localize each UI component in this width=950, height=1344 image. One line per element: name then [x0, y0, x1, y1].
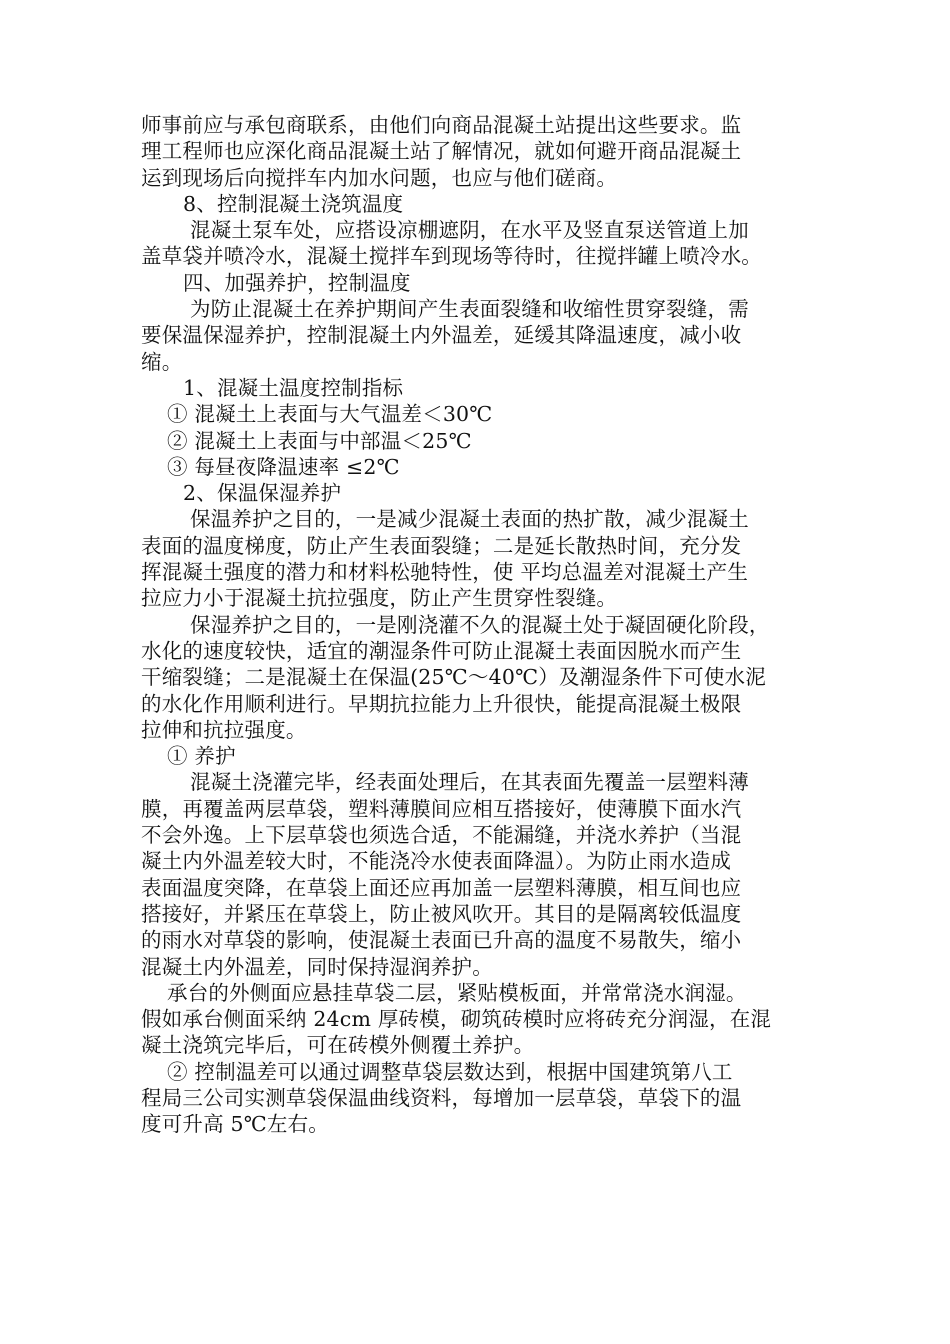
- numbered-item: [141, 428, 813, 454]
- paragraph: [141, 506, 813, 611]
- text-line: 拉伸和抗拉强度。: [141, 717, 307, 742]
- text-line: 2、保温保湿养护: [183, 481, 342, 506]
- text-line: 不会外逸。上下层草袋也须选合适，不能漏缝，并浇水养护（当混: [141, 823, 742, 848]
- text-line: 的水化作用顺利进行。早期抗拉能力上升很快，能提高混凝土极限: [141, 691, 742, 716]
- text-line: 的雨水对草袋的影响，使混凝土表面已升高的温度不易散失，缩小: [141, 928, 742, 953]
- text-line: 程局三公司实测草袋保温曲线资料，每增加一层草袋，草袋下的温: [141, 1085, 742, 1110]
- text-line: 表面的温度梯度，防止产生表面裂缝；二是延长散热时间，充分发: [141, 533, 742, 558]
- text-line: 保温养护之目的，一是减少混凝土表面的热扩散，减少混凝土: [190, 507, 749, 532]
- text-line: 要保温保湿养护，控制混凝土内外温差，延缓其降温速度，减小收: [141, 323, 742, 348]
- text-line: 水化的速度较快，适宜的潮湿条件可防止混凝土表面因脱水而产生: [141, 638, 742, 663]
- text-line: 8、控制混凝土浇筑温度: [183, 191, 404, 216]
- text-line: ② 混凝土上表面与中部温＜25℃: [167, 428, 472, 453]
- text-line: ① 混凝土上表面与大气温差＜30℃: [167, 402, 493, 427]
- text-line: 拉应力小于混凝土抗拉强度，防止产生贯穿性裂缝。: [141, 586, 618, 611]
- document-page: [141, 112, 813, 1138]
- paragraph: [141, 769, 813, 979]
- text-line: 度可升高 5℃左右。: [141, 1112, 329, 1137]
- text-line: 混凝土泵车处，应搭设凉棚遮阴，在水平及竖直泵送管道上加: [190, 218, 749, 243]
- paragraph: [141, 112, 813, 191]
- section-heading: [141, 375, 813, 401]
- text-line: 理工程师也应深化商品混凝土站了解情况，就如何避开商品混凝土: [141, 139, 742, 164]
- text-line: ③ 每昼夜降温速率 ≤2℃: [167, 454, 400, 479]
- text-line: 师事前应与承包商联系，由他们向商品混凝土站提出这些要求。监: [141, 113, 742, 137]
- text-line: 膜，再覆盖两层草袋，塑料薄膜间应相互搭接好，使薄膜下面水汽: [141, 796, 742, 821]
- text-line: 挥混凝土强度的潜力和材料松驰特性，使 平均总温差对混凝土产生: [141, 560, 749, 585]
- text-line: 凝土浇筑完毕后，可在砖模外侧覆土养护。: [141, 1033, 535, 1058]
- text-line: 为防止混凝土在养护期间产生表面裂缝和收缩性贯穿裂缝，需: [190, 297, 749, 322]
- text-line: 盖草袋并喷冷水，混凝土搅拌车到现场等待时，往搅拌罐上喷冷水。: [141, 244, 762, 269]
- text-line: 假如承台侧面采纳 24cm 厚砖模，砌筑砖模时应将砖充分润湿，在混: [141, 1007, 772, 1032]
- text-line: 保湿养护之目的，一是刚浇灌不久的混凝土处于凝固硬化阶段，: [190, 612, 770, 637]
- section-heading: [141, 191, 813, 217]
- paragraph: [141, 612, 813, 743]
- paragraph: [141, 1059, 813, 1138]
- text-line: 搭接好，并紧压在草袋上，防止被风吹开。其目的是隔离较低温度: [141, 901, 742, 926]
- text-line: 凝土内外温差较大时，不能浇冷水使表面降温）。为防止雨水造成: [141, 849, 732, 874]
- section-heading: [141, 270, 813, 296]
- text-line: ① 养护: [167, 744, 236, 769]
- text-line: 四、加强养护，控制温度: [183, 270, 411, 295]
- text-line: 混凝土内外温差，同时保持湿润养护。: [141, 954, 493, 979]
- paragraph: [141, 980, 813, 1059]
- numbered-item: [141, 401, 813, 427]
- numbered-item: [141, 454, 813, 480]
- text-line: 承台的外侧面应悬挂草袋二层，紧贴模板面，并常常浇水润湿。: [167, 980, 747, 1005]
- text-line: ② 控制温差可以通过调整草袋层数达到，根据中国建筑第八工: [167, 1059, 733, 1084]
- paragraph: [141, 296, 813, 375]
- text-line: 运到现场后向搅拌车内加水问题，也应与他们磋商。: [141, 165, 618, 190]
- section-heading: [141, 480, 813, 506]
- text-line: 混凝土浇灌完毕，经表面处理后，在其表面先覆盖一层塑料薄: [190, 770, 749, 795]
- text-line: 干缩裂缝；二是混凝土在保温(25℃～40℃）及潮湿条件下可使水泥: [141, 665, 766, 690]
- text-line: 缩。: [141, 349, 183, 374]
- numbered-item: [141, 743, 813, 769]
- text-line: 1、混凝土温度控制指标: [183, 375, 404, 400]
- text-line: 表面温度突降，在草袋上面还应再加盖一层塑料薄膜，相互间也应: [141, 875, 742, 900]
- paragraph: [141, 217, 813, 270]
